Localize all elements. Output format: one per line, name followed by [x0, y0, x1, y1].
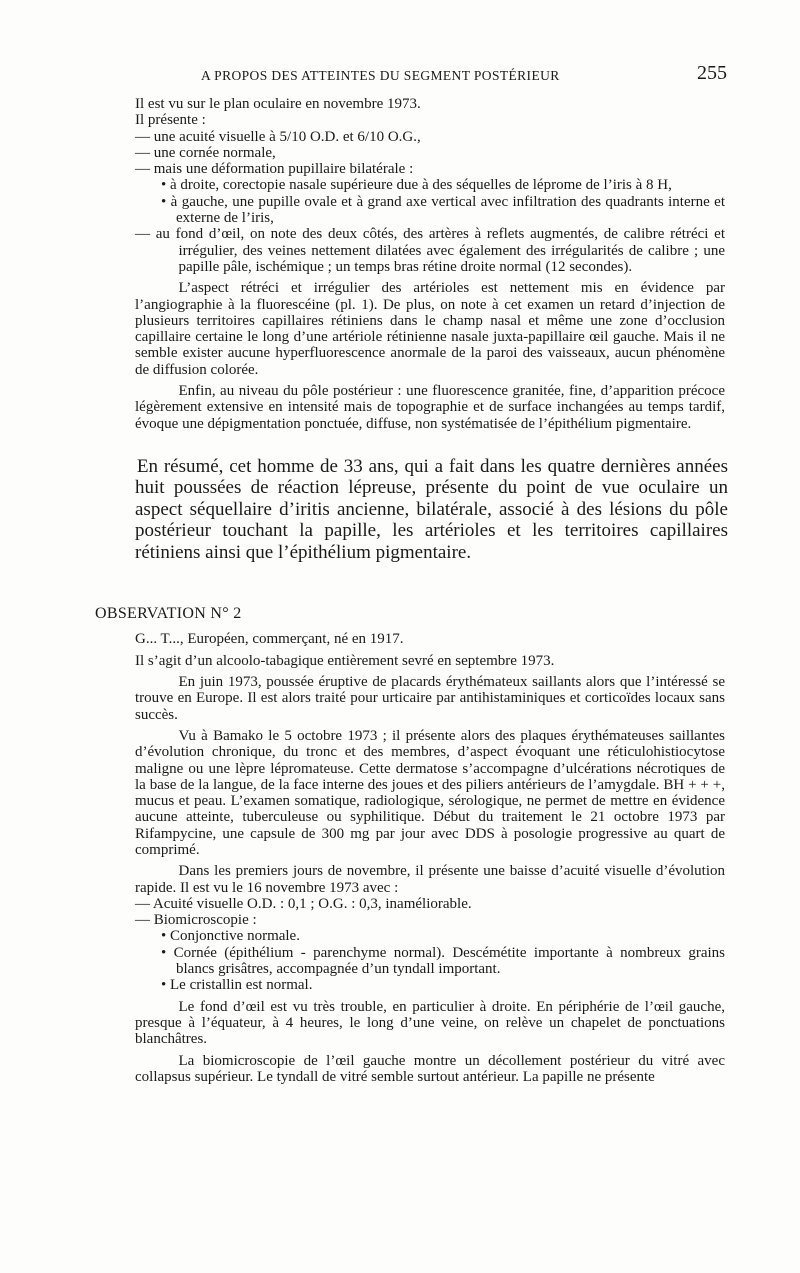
paragraph: La biomicroscopie de l’œil gauche montre un décollement postérieur du vitré avec collapsus supérieur. Le tyndall de vitré semble surtout antérieur. La papille ne présente	[135, 1052, 725, 1085]
paragraph: Il présente :	[135, 112, 206, 129]
bullet-item: • à droite, corectopie nasale supérieure due à des séquelles de léprome de l’iris à 8 H,	[161, 177, 672, 194]
paragraph: Vu à Bamako le 5 octobre 1973 ; il présente alors des plaques érythémateuses saillantes d’évolution chronique, du tronc et des membres, d’aspect évoquant une réticulohistiocytose maligne ou une lèpre lépromateuse. Cette dermatose s’accompagne d’ulcérations nécrotiques de la base de la langue, de la face interne des joues et des piliers antérieurs de l’amygdale. BH + + +, mucus et peau. L’examen somatique, radiologique, sérologique, ne permet de mettre en évidence aucune atteinte, tuberculeuse ou syphilitique. Début du traitement le 21 octobre 1973 par Rifampycine, une capsule de 300 mg par jour avec DDS à posologie progressive au quart de comprimé.	[135, 727, 725, 858]
dash-item: — une acuité visuelle à 5/10 O.D. et 6/10 O.G.,	[135, 128, 421, 145]
running-head: A PROPOS DES ATTEINTES DU SEGMENT POSTÉRIEUR	[201, 68, 560, 83]
dash-item: — au fond d’œil, on note des deux côtés, des artères à reflets augmentés, de calibre rétréci et irrégulier, des veines nettement dilatées avec également des irrégularités de calibre ; une papille pâle, ischémique ; un temps bras rétine droite normal (12 secondes).	[135, 226, 725, 275]
bullet-item: • à gauche, une pupille ovale et à grand axe vertical avec infiltration des quadrants interne et externe de l’iris,	[161, 193, 725, 227]
page	[95, 60, 728, 1085]
page-header	[135, 60, 725, 96]
observation-1-body	[135, 96, 728, 563]
paragraph: Il s’agit d’un alcoolo-tabagique entièrement sevré en septembre 1973.	[135, 652, 555, 669]
page-number: 255	[697, 62, 727, 84]
bullet-item: • Le cristallin est normal.	[161, 977, 313, 994]
dash-item: — Acuité visuelle O.D. : 0,1 ; O.G. : 0,3, inaméliorable.	[135, 895, 472, 912]
paragraph: En juin 1973, poussée éruptive de placards érythémateux saillants alors que l’intéressé se trouve en Europe. Il est alors traité pour urticaire par antihistaminiques et corticoïdes locaux sans succès.	[135, 674, 725, 723]
section-title: OBSERVATION N° 2	[95, 605, 242, 623]
paragraph: Le fond d’œil est vu très trouble, en particulier à droite. En périphérie de l’œil gauche, presque à l’équateur, à 4 heures, le long d’une veine, on relève un chapelet de ponctuations blanchâtres.	[135, 998, 725, 1048]
paragraph: G... T..., Européen, commerçant, né en 1917.	[135, 631, 404, 648]
paragraph: Enfin, au niveau du pôle postérieur : une fluorescence granitée, fine, d’apparition précoce légèrement extensive en intensité mais de topographie et de surface inchangées au temps tardif, évoque une dépigmentation ponctuée, diffuse, non systématisée de l’épithélium pigmentaire.	[135, 383, 725, 432]
bullet-item: • Cornée (épithélium - parenchyme normal). Descémétite importante à nombreux grains blancs grisâtres, accompagnée d’un tyndall important.	[161, 944, 725, 978]
bullet-item: • Conjonctive normale.	[161, 928, 300, 945]
paragraph: Dans les premiers jours de novembre, il présente une baisse d’acuité visuelle d’évolution rapide. Il est vu le 16 novembre 1973 avec :	[135, 863, 725, 896]
dash-item: — Biomicroscopie :	[135, 912, 257, 929]
summary-paragraph: En résumé, cet homme de 33 ans, qui a fait dans les quatre dernières années huit poussées de réaction lépreuse, présente du point de vue oculaire un aspect séquellaire d’iritis ancienne, bilatérale, associé à des lésions du pôle postérieur touchant la papille, les artérioles et les territoires capillaires rétiniens ainsi que l’épithélium pigmentaire.	[135, 455, 728, 563]
dash-item: — une cornée normale,	[135, 144, 276, 161]
paragraph: Il est vu sur le plan oculaire en novembre 1973.	[135, 96, 421, 112]
observation-2-body	[135, 631, 725, 1085]
paragraph: L’aspect rétréci et irrégulier des artérioles est nettement mis en évidence par l’angiographie à la fluorescéine (pl. 1). De plus, on note à cet examen un retard d’injection de plusieurs territoires capillaires rétiniens dans le champ nasal et même une zone d’occlusion capillaire certaine le long d’une artériole rétinienne nasale juxta-papillaire œil gauche. Mais il ne semble exister aucune hyperfluorescence anormale de la paroi des vaisseaux, aucun phénomène de diffusion colorée.	[135, 280, 725, 378]
dash-item: — mais une déformation pupillaire bilatérale :	[135, 161, 414, 178]
